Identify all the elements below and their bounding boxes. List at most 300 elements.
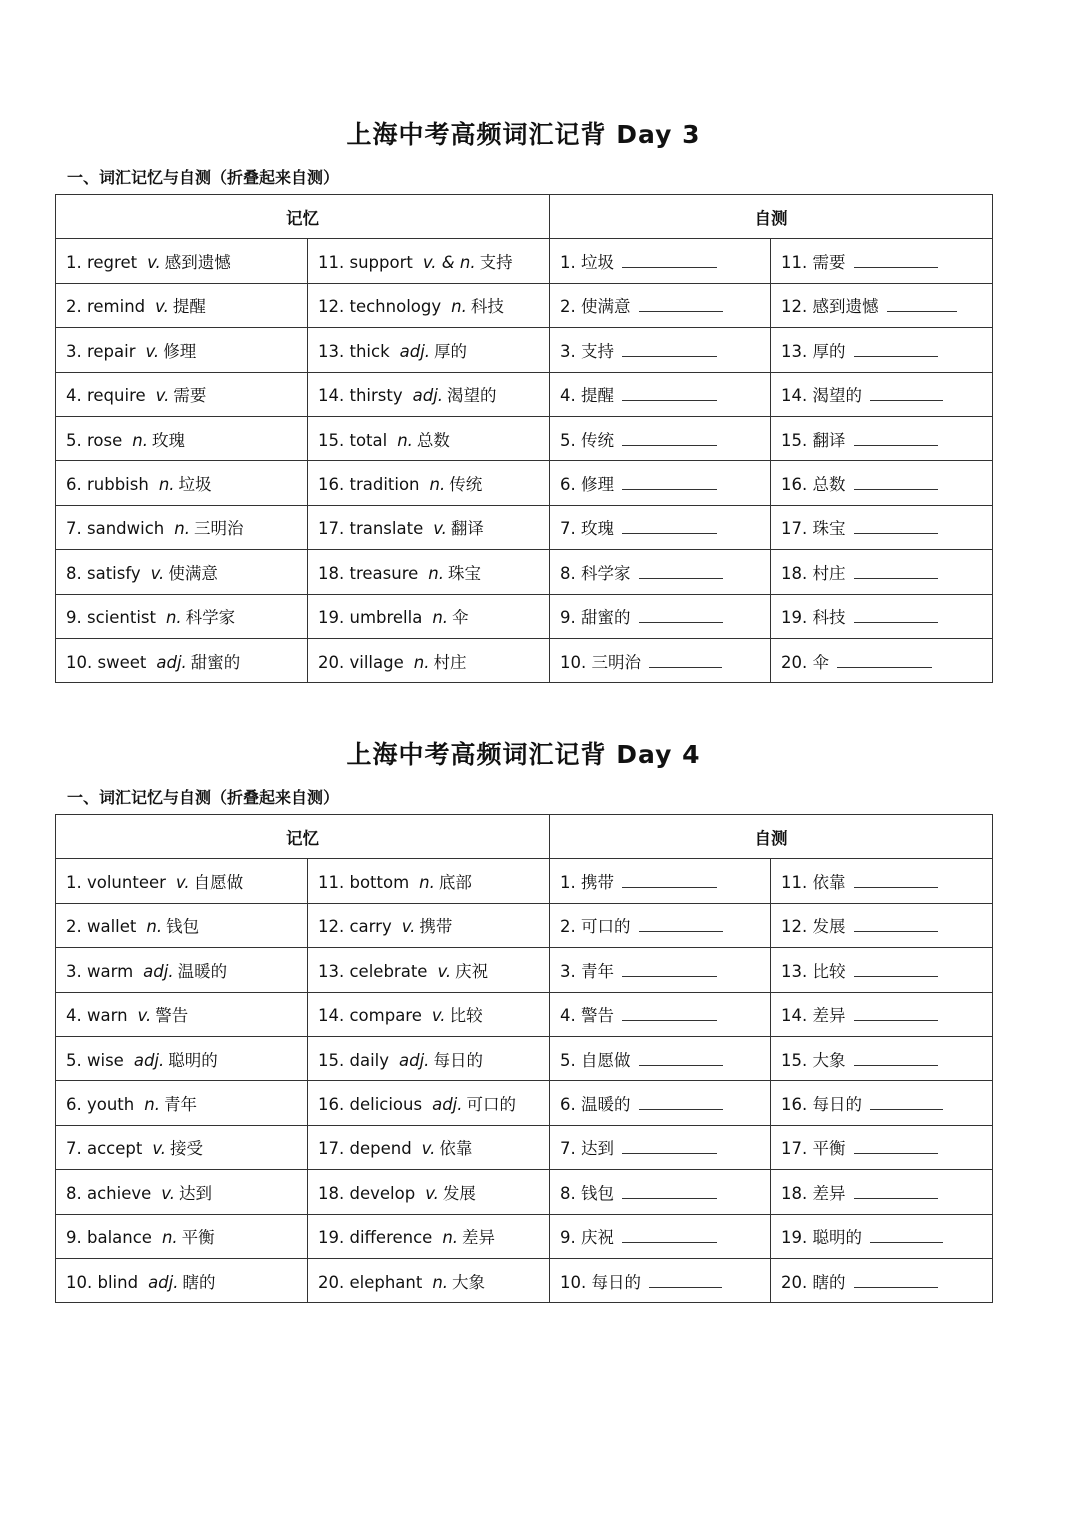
vocab-meaning: 渴望的 bbox=[447, 386, 497, 406]
memory-header: 记忆 bbox=[56, 815, 550, 859]
vocab-word: 8. satisfy bbox=[66, 563, 141, 583]
vocab-word: 4. require bbox=[66, 386, 146, 406]
self-test-prompt: 20. 伞 bbox=[781, 652, 829, 672]
vocab-word: 20. village bbox=[318, 652, 404, 672]
self-test-prompt: 1. 垃圾 bbox=[560, 253, 614, 273]
answer-blank[interactable] bbox=[854, 342, 938, 357]
vocab-word: 19. difference bbox=[318, 1228, 433, 1248]
part-of-speech: n. bbox=[144, 1095, 160, 1115]
self-test-prompt: 12. 发展 bbox=[781, 917, 846, 937]
part-of-speech: v. bbox=[421, 1139, 436, 1159]
vocab-word: 10. sweet bbox=[66, 652, 147, 672]
vocab-entry bbox=[308, 505, 550, 549]
vocab-meaning: 传统 bbox=[449, 475, 483, 495]
vocab-table-body bbox=[56, 859, 993, 1303]
self-test-entry bbox=[550, 594, 771, 638]
self-test-entry bbox=[771, 992, 993, 1036]
vocab-word: 16. tradition bbox=[318, 475, 420, 495]
vocab-meaning: 发展 bbox=[442, 1183, 476, 1203]
vocab-word: 19. umbrella bbox=[318, 608, 423, 628]
vocab-entry bbox=[308, 948, 550, 992]
table-row bbox=[56, 239, 993, 283]
answer-blank[interactable] bbox=[622, 475, 717, 490]
vocab-entry bbox=[56, 638, 308, 682]
vocab-meaning: 依靠 bbox=[439, 1139, 473, 1159]
answer-blank[interactable] bbox=[854, 1184, 938, 1199]
vocab-table bbox=[55, 194, 993, 683]
vocab-entry bbox=[308, 372, 550, 416]
vocab-entry bbox=[56, 594, 308, 638]
vocab-meaning: 感到遗憾 bbox=[164, 253, 231, 273]
self-test-entry bbox=[550, 1214, 771, 1258]
vocab-word: 2. remind bbox=[66, 297, 146, 317]
vocab-entry bbox=[308, 328, 550, 372]
self-test-entry bbox=[550, 1125, 771, 1169]
self-test-entry bbox=[771, 505, 993, 549]
part-of-speech: n. bbox=[451, 297, 467, 317]
answer-blank[interactable] bbox=[639, 297, 723, 312]
answer-blank[interactable] bbox=[622, 386, 717, 401]
table-row bbox=[56, 372, 993, 416]
answer-blank[interactable] bbox=[622, 1139, 717, 1154]
day3-section bbox=[55, 120, 992, 683]
vocab-word: 9. scientist bbox=[66, 608, 156, 628]
answer-blank[interactable] bbox=[854, 253, 938, 268]
day4-section bbox=[55, 740, 992, 1303]
vocab-meaning: 伞 bbox=[452, 608, 469, 628]
vocab-entry bbox=[308, 1036, 550, 1080]
vocab-entry bbox=[308, 1258, 550, 1302]
vocab-meaning: 庆祝 bbox=[455, 961, 489, 981]
answer-blank[interactable] bbox=[854, 962, 938, 977]
answer-blank[interactable] bbox=[854, 519, 938, 534]
answer-blank[interactable] bbox=[854, 564, 938, 579]
table-row bbox=[56, 1125, 993, 1169]
vocab-word: 17. translate bbox=[318, 519, 424, 539]
self-test-prompt: 9. 庆祝 bbox=[560, 1228, 614, 1248]
answer-blank[interactable] bbox=[854, 431, 938, 446]
vocab-word: 7. sandwich bbox=[66, 519, 165, 539]
self-test-prompt: 10. 每日的 bbox=[560, 1272, 641, 1292]
table-row bbox=[56, 1258, 993, 1302]
part-of-speech: n. bbox=[397, 430, 413, 450]
vocab-meaning: 厚的 bbox=[434, 341, 468, 361]
vocab-meaning: 使满意 bbox=[168, 563, 218, 583]
self-test-entry bbox=[550, 1258, 771, 1302]
self-test-prompt: 5. 自愿做 bbox=[560, 1050, 631, 1070]
vocab-meaning: 大象 bbox=[452, 1272, 486, 1292]
self-test-prompt: 13. 厚的 bbox=[781, 341, 846, 361]
answer-blank[interactable] bbox=[870, 1095, 943, 1110]
answer-blank[interactable] bbox=[639, 917, 723, 932]
vocab-meaning: 差异 bbox=[462, 1228, 496, 1248]
part-of-speech: v. bbox=[425, 1183, 439, 1203]
self-test-prompt: 14. 差异 bbox=[781, 1006, 846, 1026]
self-test-prompt: 16. 每日的 bbox=[781, 1095, 862, 1115]
vocab-meaning: 平衡 bbox=[181, 1228, 215, 1248]
part-of-speech: v. bbox=[152, 1139, 167, 1159]
part-of-speech: v. bbox=[155, 297, 169, 317]
page-title: 上海中考高频词汇记背 Day 4 bbox=[346, 740, 701, 769]
section-subtitle: 一、词汇记忆与自测（折叠起来自测） bbox=[67, 788, 340, 807]
part-of-speech: n. bbox=[132, 430, 148, 450]
self-test-prompt: 16. 总数 bbox=[781, 475, 846, 495]
self-test-entry bbox=[550, 1170, 771, 1214]
part-of-speech: n. bbox=[165, 608, 182, 628]
vocab-word: 12. technology bbox=[318, 297, 442, 317]
part-of-speech: n. bbox=[432, 608, 449, 628]
answer-blank[interactable] bbox=[837, 653, 932, 668]
self-test-entry bbox=[771, 859, 993, 903]
part-of-speech: v. bbox=[161, 1183, 175, 1203]
answer-blank[interactable] bbox=[622, 519, 717, 534]
vocab-entry bbox=[56, 1214, 308, 1258]
self-test-prompt: 11. 需要 bbox=[781, 253, 846, 273]
vocab-word: 1. regret bbox=[66, 253, 138, 273]
answer-blank[interactable] bbox=[622, 342, 717, 357]
self-test-entry bbox=[771, 1081, 993, 1125]
self-test-prompt: 7. 达到 bbox=[560, 1139, 614, 1159]
self-test-prompt: 13. 比较 bbox=[781, 961, 846, 981]
self-test-entry bbox=[771, 903, 993, 947]
vocab-meaning: 瞎的 bbox=[182, 1272, 216, 1292]
answer-blank[interactable] bbox=[639, 1095, 723, 1110]
vocab-entry bbox=[308, 859, 550, 903]
self-test-entry bbox=[771, 1036, 993, 1080]
self-test-entry bbox=[550, 859, 771, 903]
answer-blank[interactable] bbox=[622, 431, 717, 446]
vocab-entry bbox=[56, 239, 308, 283]
answer-blank[interactable] bbox=[870, 1228, 943, 1243]
test-header: 自测 bbox=[550, 195, 993, 239]
vocab-meaning: 比较 bbox=[449, 1006, 483, 1026]
self-test-entry bbox=[550, 461, 771, 505]
self-test-entry bbox=[771, 594, 993, 638]
self-test-entry bbox=[771, 1214, 993, 1258]
vocab-word: 13. thick bbox=[318, 341, 390, 361]
answer-blank[interactable] bbox=[622, 873, 717, 888]
self-test-prompt: 9. 甜蜜的 bbox=[560, 608, 631, 628]
part-of-speech: adj. bbox=[399, 341, 431, 361]
vocab-word: 18. develop bbox=[318, 1183, 416, 1203]
part-of-speech: n. bbox=[432, 1272, 449, 1292]
vocab-meaning: 总数 bbox=[416, 430, 450, 450]
vocab-entry bbox=[308, 992, 550, 1036]
vocab-meaning: 每日的 bbox=[433, 1050, 483, 1070]
vocab-meaning: 村庄 bbox=[433, 652, 467, 672]
vocab-entry bbox=[56, 859, 308, 903]
part-of-speech: n. bbox=[429, 475, 446, 495]
self-test-prompt: 5. 传统 bbox=[560, 430, 614, 450]
self-test-entry bbox=[550, 505, 771, 549]
self-test-entry bbox=[550, 1081, 771, 1125]
self-test-entry bbox=[771, 328, 993, 372]
vocab-entry bbox=[308, 461, 550, 505]
vocab-word: 8. achieve bbox=[66, 1183, 152, 1203]
vocab-meaning: 三明治 bbox=[193, 519, 244, 539]
part-of-speech: v. & n. bbox=[422, 253, 476, 273]
answer-blank[interactable] bbox=[854, 1006, 938, 1021]
vocab-word: 3. repair bbox=[66, 341, 136, 361]
part-of-speech: v. bbox=[147, 253, 161, 273]
part-of-speech: v. bbox=[155, 386, 170, 406]
vocab-meaning: 聪明的 bbox=[168, 1050, 218, 1070]
self-test-entry bbox=[771, 1258, 993, 1302]
self-test-prompt: 8. 钱包 bbox=[560, 1183, 614, 1203]
part-of-speech: v. bbox=[150, 563, 165, 583]
vocab-word: 1. volunteer bbox=[66, 873, 166, 893]
answer-blank[interactable] bbox=[854, 475, 938, 490]
vocab-word: 7. accept bbox=[66, 1139, 143, 1159]
part-of-speech: adj. bbox=[412, 386, 444, 406]
self-test-entry bbox=[771, 372, 993, 416]
answer-blank[interactable] bbox=[854, 1273, 938, 1288]
answer-blank[interactable] bbox=[622, 962, 717, 977]
table-row bbox=[56, 416, 993, 460]
vocab-meaning: 提醒 bbox=[172, 297, 206, 317]
table-row bbox=[56, 594, 993, 638]
self-test-prompt: 3. 支持 bbox=[560, 341, 614, 361]
table-row bbox=[56, 903, 993, 947]
section-subtitle: 一、词汇记忆与自测（折叠起来自测） bbox=[67, 168, 340, 187]
vocab-entry bbox=[308, 1170, 550, 1214]
vocab-word: 15. total bbox=[318, 430, 388, 450]
vocab-meaning: 携带 bbox=[419, 917, 453, 937]
vocab-entry bbox=[56, 1081, 308, 1125]
table-row bbox=[56, 859, 993, 903]
vocab-entry bbox=[56, 505, 308, 549]
answer-blank[interactable] bbox=[870, 386, 943, 401]
self-test-prompt: 3. 青年 bbox=[560, 961, 614, 981]
self-test-entry bbox=[550, 1036, 771, 1080]
self-test-entry bbox=[550, 948, 771, 992]
vocab-entry bbox=[56, 283, 308, 327]
part-of-speech: n. bbox=[161, 1228, 178, 1248]
memory-header: 记忆 bbox=[56, 195, 550, 239]
self-test-entry bbox=[550, 992, 771, 1036]
part-of-speech: n. bbox=[146, 917, 163, 937]
part-of-speech: n. bbox=[413, 652, 430, 672]
table-row bbox=[56, 461, 993, 505]
answer-blank[interactable] bbox=[622, 253, 717, 268]
answer-blank[interactable] bbox=[649, 1273, 722, 1288]
vocab-meaning: 支持 bbox=[479, 253, 513, 273]
table-row bbox=[56, 1170, 993, 1214]
part-of-speech: v. bbox=[433, 519, 447, 539]
vocab-entry bbox=[56, 992, 308, 1036]
vocab-entry bbox=[56, 1125, 308, 1169]
self-test-entry bbox=[550, 328, 771, 372]
vocab-meaning: 温暖的 bbox=[177, 961, 228, 981]
vocab-entry bbox=[308, 239, 550, 283]
answer-blank[interactable] bbox=[887, 297, 957, 312]
answer-blank[interactable] bbox=[622, 1228, 717, 1243]
self-test-prompt: 6. 修理 bbox=[560, 475, 614, 495]
part-of-speech: n. bbox=[428, 563, 444, 583]
part-of-speech: adj. bbox=[156, 652, 187, 672]
vocab-entry bbox=[308, 416, 550, 460]
self-test-prompt: 19. 聪明的 bbox=[781, 1228, 862, 1248]
self-test-prompt: 2. 使满意 bbox=[560, 297, 631, 317]
self-test-entry bbox=[771, 416, 993, 460]
table-row bbox=[56, 1214, 993, 1258]
answer-blank[interactable] bbox=[622, 1184, 717, 1199]
part-of-speech: v. bbox=[145, 341, 160, 361]
table-row bbox=[56, 638, 993, 682]
self-test-entry bbox=[771, 239, 993, 283]
vocab-meaning: 警告 bbox=[155, 1006, 189, 1026]
vocab-word: 11. support bbox=[318, 253, 413, 273]
vocab-word: 2. wallet bbox=[66, 917, 137, 937]
vocab-entry bbox=[308, 283, 550, 327]
self-test-prompt: 17. 平衡 bbox=[781, 1139, 846, 1159]
self-test-prompt: 10. 三明治 bbox=[560, 652, 641, 672]
part-of-speech: v. bbox=[431, 1006, 446, 1026]
answer-blank[interactable] bbox=[639, 1051, 723, 1066]
vocab-word: 3. warm bbox=[66, 961, 134, 981]
self-test-entry bbox=[771, 550, 993, 594]
self-test-prompt: 11. 依靠 bbox=[781, 873, 846, 893]
vocab-meaning: 玫瑰 bbox=[151, 430, 185, 450]
answer-blank[interactable] bbox=[639, 608, 723, 623]
vocab-entry bbox=[56, 461, 308, 505]
part-of-speech: n. bbox=[442, 1228, 459, 1248]
vocab-meaning: 垃圾 bbox=[178, 475, 212, 495]
self-test-prompt: 8. 科学家 bbox=[560, 563, 631, 583]
vocab-meaning: 甜蜜的 bbox=[190, 652, 241, 672]
vocab-entry bbox=[56, 1170, 308, 1214]
self-test-entry bbox=[550, 638, 771, 682]
self-test-prompt: 18. 村庄 bbox=[781, 563, 846, 583]
table-row bbox=[56, 328, 993, 372]
vocab-entry bbox=[308, 903, 550, 947]
answer-blank[interactable] bbox=[622, 1006, 717, 1021]
self-test-prompt: 14. 渴望的 bbox=[781, 386, 862, 406]
self-test-prompt: 19. 科技 bbox=[781, 608, 846, 628]
self-test-entry bbox=[771, 1125, 993, 1169]
self-test-prompt: 6. 温暖的 bbox=[560, 1095, 631, 1115]
self-test-prompt: 18. 差异 bbox=[781, 1183, 846, 1203]
table-row bbox=[56, 1081, 993, 1125]
vocab-table bbox=[55, 814, 993, 1303]
self-test-prompt: 2. 可口的 bbox=[560, 917, 631, 937]
vocab-word: 6. rubbish bbox=[66, 475, 149, 495]
table-row bbox=[56, 1036, 993, 1080]
part-of-speech: adj. bbox=[399, 1050, 430, 1070]
table-row bbox=[56, 948, 993, 992]
table-row bbox=[56, 505, 993, 549]
vocab-meaning: 珠宝 bbox=[447, 563, 481, 583]
self-test-entry bbox=[771, 948, 993, 992]
vocab-table-body bbox=[56, 239, 993, 683]
vocab-entry bbox=[308, 594, 550, 638]
part-of-speech: n. bbox=[174, 519, 190, 539]
vocab-meaning: 翻译 bbox=[450, 519, 484, 539]
vocab-word: 17. depend bbox=[318, 1139, 412, 1159]
vocab-entry bbox=[56, 1258, 308, 1302]
self-test-prompt: 7. 玫瑰 bbox=[560, 519, 614, 539]
self-test-entry bbox=[771, 461, 993, 505]
self-test-entry bbox=[771, 638, 993, 682]
answer-blank[interactable] bbox=[854, 873, 938, 888]
test-header: 自测 bbox=[550, 815, 993, 859]
vocab-word: 5. rose bbox=[66, 430, 123, 450]
answer-blank[interactable] bbox=[854, 1051, 938, 1066]
self-test-entry bbox=[550, 239, 771, 283]
answer-blank[interactable] bbox=[639, 564, 723, 579]
part-of-speech: n. bbox=[419, 873, 435, 893]
vocab-word: 10. blind bbox=[66, 1272, 139, 1292]
vocab-entry bbox=[56, 372, 308, 416]
vocab-entry bbox=[308, 550, 550, 594]
vocab-entry bbox=[56, 1036, 308, 1080]
vocab-meaning: 可口的 bbox=[466, 1095, 517, 1115]
answer-blank[interactable] bbox=[854, 917, 938, 932]
vocab-entry bbox=[308, 638, 550, 682]
self-test-prompt: 20. 瞎的 bbox=[781, 1272, 846, 1292]
vocab-word: 11. bottom bbox=[318, 873, 410, 893]
vocab-meaning: 达到 bbox=[178, 1183, 212, 1203]
answer-blank[interactable] bbox=[854, 1139, 938, 1154]
vocab-meaning: 底部 bbox=[438, 873, 472, 893]
vocab-word: 18. treasure bbox=[318, 563, 419, 583]
vocab-meaning: 接受 bbox=[170, 1139, 204, 1159]
vocab-entry bbox=[56, 550, 308, 594]
part-of-speech: v. bbox=[437, 961, 452, 981]
vocab-meaning: 青年 bbox=[163, 1095, 197, 1115]
vocab-word: 14. compare bbox=[318, 1006, 422, 1026]
self-test-prompt: 4. 警告 bbox=[560, 1006, 614, 1026]
table-row bbox=[56, 283, 993, 327]
self-test-prompt: 4. 提醒 bbox=[560, 386, 614, 406]
vocab-meaning: 自愿做 bbox=[193, 873, 244, 893]
vocab-word: 4. warn bbox=[66, 1006, 128, 1026]
part-of-speech: v. bbox=[175, 873, 190, 893]
vocab-meaning: 科技 bbox=[470, 297, 504, 317]
vocab-word: 15. daily bbox=[318, 1050, 390, 1070]
vocab-entry bbox=[56, 328, 308, 372]
self-test-prompt: 15. 翻译 bbox=[781, 430, 846, 450]
self-test-entry bbox=[771, 283, 993, 327]
self-test-prompt: 1. 携带 bbox=[560, 873, 614, 893]
answer-blank[interactable] bbox=[854, 608, 938, 623]
self-test-prompt: 12. 感到遗憾 bbox=[781, 297, 879, 317]
vocab-meaning: 需要 bbox=[173, 386, 207, 406]
page-title: 上海中考高频词汇记背 Day 3 bbox=[346, 120, 701, 149]
self-test-prompt: 17. 珠宝 bbox=[781, 519, 846, 539]
self-test-entry bbox=[550, 416, 771, 460]
self-test-entry bbox=[550, 550, 771, 594]
answer-blank[interactable] bbox=[649, 653, 722, 668]
self-test-entry bbox=[550, 903, 771, 947]
vocab-entry bbox=[308, 1081, 550, 1125]
table-row bbox=[56, 992, 993, 1036]
vocab-meaning: 修理 bbox=[163, 341, 197, 361]
vocab-word: 13. celebrate bbox=[318, 961, 428, 981]
part-of-speech: adj. bbox=[432, 1095, 463, 1115]
vocab-word: 16. delicious bbox=[318, 1095, 423, 1115]
vocab-meaning: 科学家 bbox=[185, 608, 236, 628]
self-test-entry bbox=[771, 1170, 993, 1214]
vocab-word: 12. carry bbox=[318, 917, 392, 937]
self-test-entry bbox=[550, 283, 771, 327]
vocab-meaning: 钱包 bbox=[166, 917, 200, 937]
vocab-entry bbox=[56, 903, 308, 947]
vocab-word: 14. thirsty bbox=[318, 386, 403, 406]
part-of-speech: adj. bbox=[143, 961, 174, 981]
vocab-word: 6. youth bbox=[66, 1095, 135, 1115]
part-of-speech: adj. bbox=[148, 1272, 179, 1292]
